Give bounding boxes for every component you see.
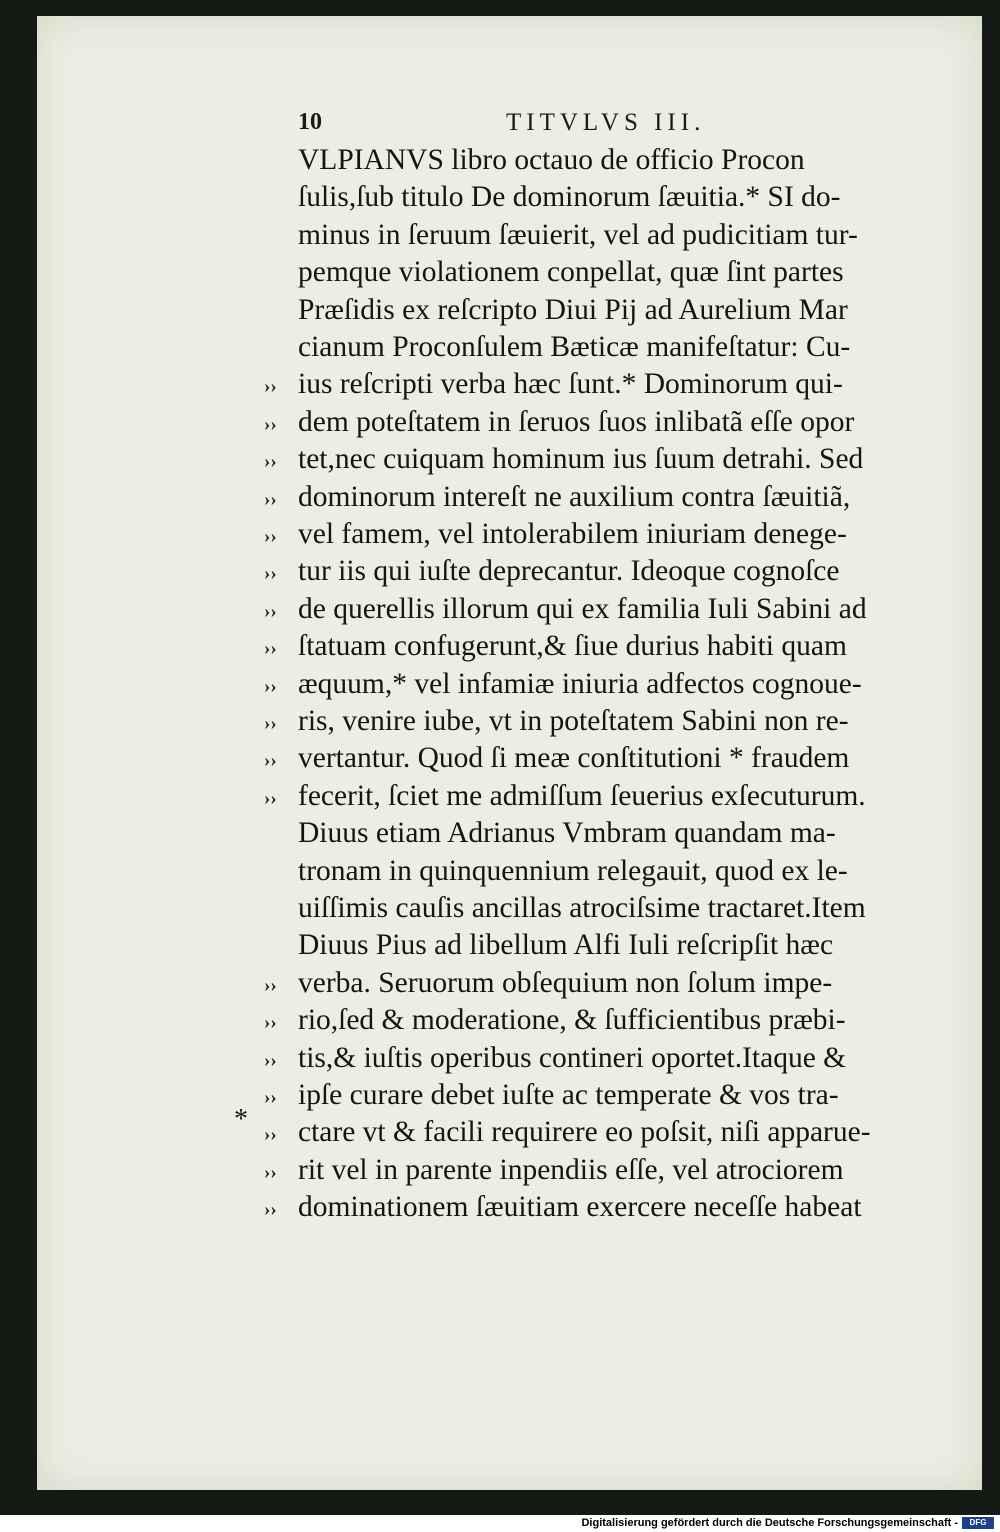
text-line: rio,ſed & moderatione, & ſufficientibus præbi- (298, 1004, 846, 1036)
quote-mark: ›› (264, 526, 277, 547)
text-line: ctare vt & facili requirere eo poſsit, niſi apparue- (298, 1116, 871, 1148)
quote-mark: ›› (264, 1124, 277, 1145)
text-line: uiſſimis cauſis ancillas atrociſsime tractaret.Item (298, 892, 866, 924)
quote-mark: ›› (264, 451, 277, 472)
quote-mark: ›› (264, 376, 277, 397)
footer-credit: Digitalisierung gefördert durch die Deutsche Forschungsgemeinschaft - (581, 1517, 958, 1529)
quote-mark: ›› (264, 1087, 277, 1108)
quote-mark: ›› (264, 713, 277, 734)
text-line: pemque violationem conpellat, quæ ſint partes (298, 256, 844, 288)
dfg-logo: DFG (962, 1517, 994, 1529)
quote-mark: ›› (264, 788, 277, 809)
digitization-footer (0, 1515, 1000, 1532)
text-line: vel famem, vel intolerabilem iniuriam denege- (298, 518, 847, 550)
margin-star-mark: * (234, 1104, 248, 1135)
text-line: ipſe curare debet iuſte ac temperate & vos tra- (298, 1079, 839, 1111)
text-line: minus in ſeruum ſæuierit, vel ad pudicitiam tur- (298, 219, 858, 251)
text-line: tet,nec cuiquam hominum ius ſuum detrahi. Sed (298, 443, 864, 475)
text-line: dominationem ſæuitiam exercere neceſſe habeat (298, 1191, 862, 1223)
text-line: rit vel in parente inpendiis eſſe, vel atrociorem (298, 1154, 844, 1186)
quote-mark: ›› (264, 975, 277, 996)
quote-mark: ›› (264, 414, 277, 435)
quote-mark: ›› (264, 676, 277, 697)
quote-mark: ›› (264, 1162, 277, 1183)
text-line: æquum,* vel infamiæ iniuria adfectos cognoue- (298, 668, 862, 700)
text-line: VLPIANVS libro octauo de officio Procon (298, 144, 805, 176)
text-line: Diuus Pius ad libellum Alfi Iuli reſcripſit hæc (298, 929, 834, 961)
text-line: tronam in quinquennium relegauit, quod ex le- (298, 855, 848, 887)
quote-mark: ›› (264, 638, 277, 659)
text-line: Diuus etiam Adrianus Vmbram quandam ma- (298, 817, 836, 849)
text-line: dem poteſtatem in ſeruos ſuos inlibatã eſſe opor (298, 406, 855, 438)
text-line: verba. Seruorum obſequium non ſolum impe- (298, 967, 833, 999)
quote-mark: ›› (264, 563, 277, 584)
text-line: ſulis,ſub titulo De dominorum ſæuitia.* SI do- (298, 181, 841, 213)
text-line: tis,& iuſtis operibus contineri oportet.Itaque & (298, 1042, 847, 1074)
text-line: fecerit, ſciet me admiſſum ſeuerius exſecuturum. (298, 780, 866, 812)
quote-mark: ›› (264, 1050, 277, 1071)
quote-mark: ›› (264, 1012, 277, 1033)
text-line: vertantur. Quod ſi meæ conſtitutioni * fraudem (298, 742, 850, 774)
quote-mark: ›› (264, 601, 277, 622)
quote-mark: ›› (264, 489, 277, 510)
text-line: Præſidis ex reſcripto Diui Pij ad Aurelium Mar (298, 294, 848, 326)
text-line: ius reſcripti verba hæc ſunt.* Dominorum qui- (298, 368, 843, 400)
quote-mark: ›› (264, 750, 277, 771)
page-number: 10 (298, 109, 322, 135)
quote-mark: ›› (264, 1199, 277, 1220)
text-line: tur iis qui iuſte deprecantur. Ideoque cognoſce (298, 555, 840, 587)
text-line: dominorum intereſt ne auxilium contra ſæuitiã, (298, 481, 851, 513)
text-line: ris, venire iube, vt in poteſtatem Sabini non re- (298, 705, 849, 737)
text-line: ſtatuam confugerunt,& ſiue durius habiti quam (298, 630, 847, 662)
running-header (298, 109, 938, 139)
text-line: de querellis illorum qui ex familia Iuli Sabini ad (298, 593, 867, 625)
running-title: TITVLVS III. (506, 109, 706, 136)
text-line: cianum Proconſulem Bæticæ manifeſtatur: Cu- (298, 331, 851, 363)
